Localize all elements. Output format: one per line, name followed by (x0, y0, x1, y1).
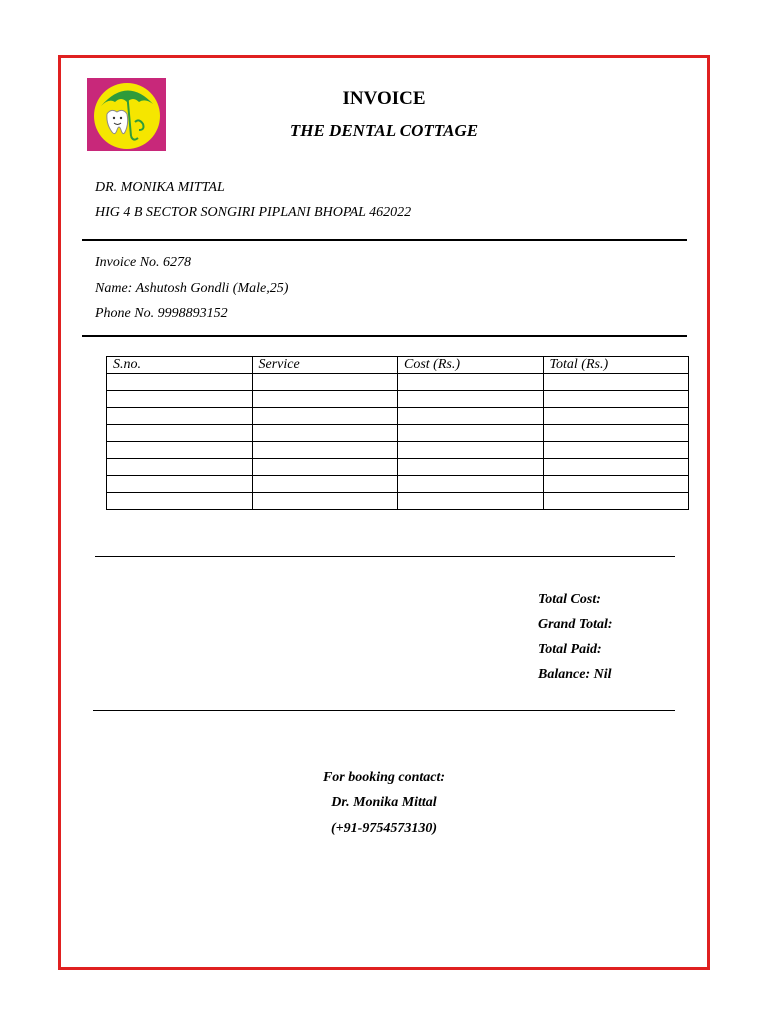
table-row (107, 476, 689, 493)
table-cell (398, 408, 544, 425)
table-cell (252, 493, 398, 510)
table-row (107, 391, 689, 408)
total-cost-label: Total Cost: (538, 592, 601, 607)
table-cell (107, 374, 253, 391)
table-cell (252, 374, 398, 391)
table-cell (543, 442, 689, 459)
contact-phone: (+91-9754573130) (331, 821, 437, 836)
table-cell (252, 459, 398, 476)
table-row (107, 493, 689, 510)
table-cell (543, 493, 689, 510)
table-cell (107, 408, 253, 425)
table-row (107, 374, 689, 391)
divider-totals (93, 710, 675, 711)
table-cell (543, 391, 689, 408)
table-cell (543, 476, 689, 493)
table-cell (398, 425, 544, 442)
column-header-total: Total (Rs.) (543, 357, 689, 374)
table-cell (107, 459, 253, 476)
table-cell (398, 442, 544, 459)
table-body (107, 374, 689, 510)
table-cell (398, 459, 544, 476)
divider-patient (82, 335, 687, 337)
balance-label: Balance: Nil (538, 667, 612, 682)
doctor-address: HIG 4 B SECTOR SONGIRI PIPLANI BHOPAL 462022 (95, 205, 412, 220)
table-cell (107, 425, 253, 442)
table-cell (252, 408, 398, 425)
table-cell (107, 476, 253, 493)
table-cell (398, 374, 544, 391)
column-header-service: Service (252, 357, 398, 374)
table-cell (252, 425, 398, 442)
table-cell (543, 425, 689, 442)
table-row (107, 425, 689, 442)
invoice-number: Invoice No. 6278 (95, 255, 192, 270)
table-cell (252, 476, 398, 493)
table-cell (543, 408, 689, 425)
grand-total-label: Grand Total: (538, 617, 613, 632)
divider-top (82, 239, 687, 241)
table-cell (107, 442, 253, 459)
services-table (106, 356, 689, 510)
table-cell (543, 374, 689, 391)
table-cell (398, 391, 544, 408)
table-row (107, 408, 689, 425)
table-cell (107, 391, 253, 408)
table-cell (107, 493, 253, 510)
table-cell (252, 391, 398, 408)
clinic-name: THE DENTAL COTTAGE (289, 121, 479, 140)
contact-heading: For booking contact: (322, 770, 446, 785)
table-row (107, 459, 689, 476)
patient-phone: Phone No. 9998893152 (95, 306, 228, 321)
divider-table-bottom (95, 556, 675, 557)
column-header-sno: S.no. (107, 357, 253, 374)
table-header-row (107, 357, 689, 374)
total-paid-label: Total Paid: (538, 642, 602, 657)
table-row (107, 442, 689, 459)
patient-name: Name: Ashutosh Gondli (Male,25) (95, 281, 289, 296)
table-cell (398, 493, 544, 510)
table-cell (543, 459, 689, 476)
page-title: INVOICE (342, 88, 426, 109)
table-cell (398, 476, 544, 493)
column-header-cost: Cost (Rs.) (398, 357, 544, 374)
table-cell (252, 442, 398, 459)
contact-name: Dr. Monika Mittal (331, 795, 437, 810)
doctor-name: DR. MONIKA MITTAL (95, 180, 225, 195)
